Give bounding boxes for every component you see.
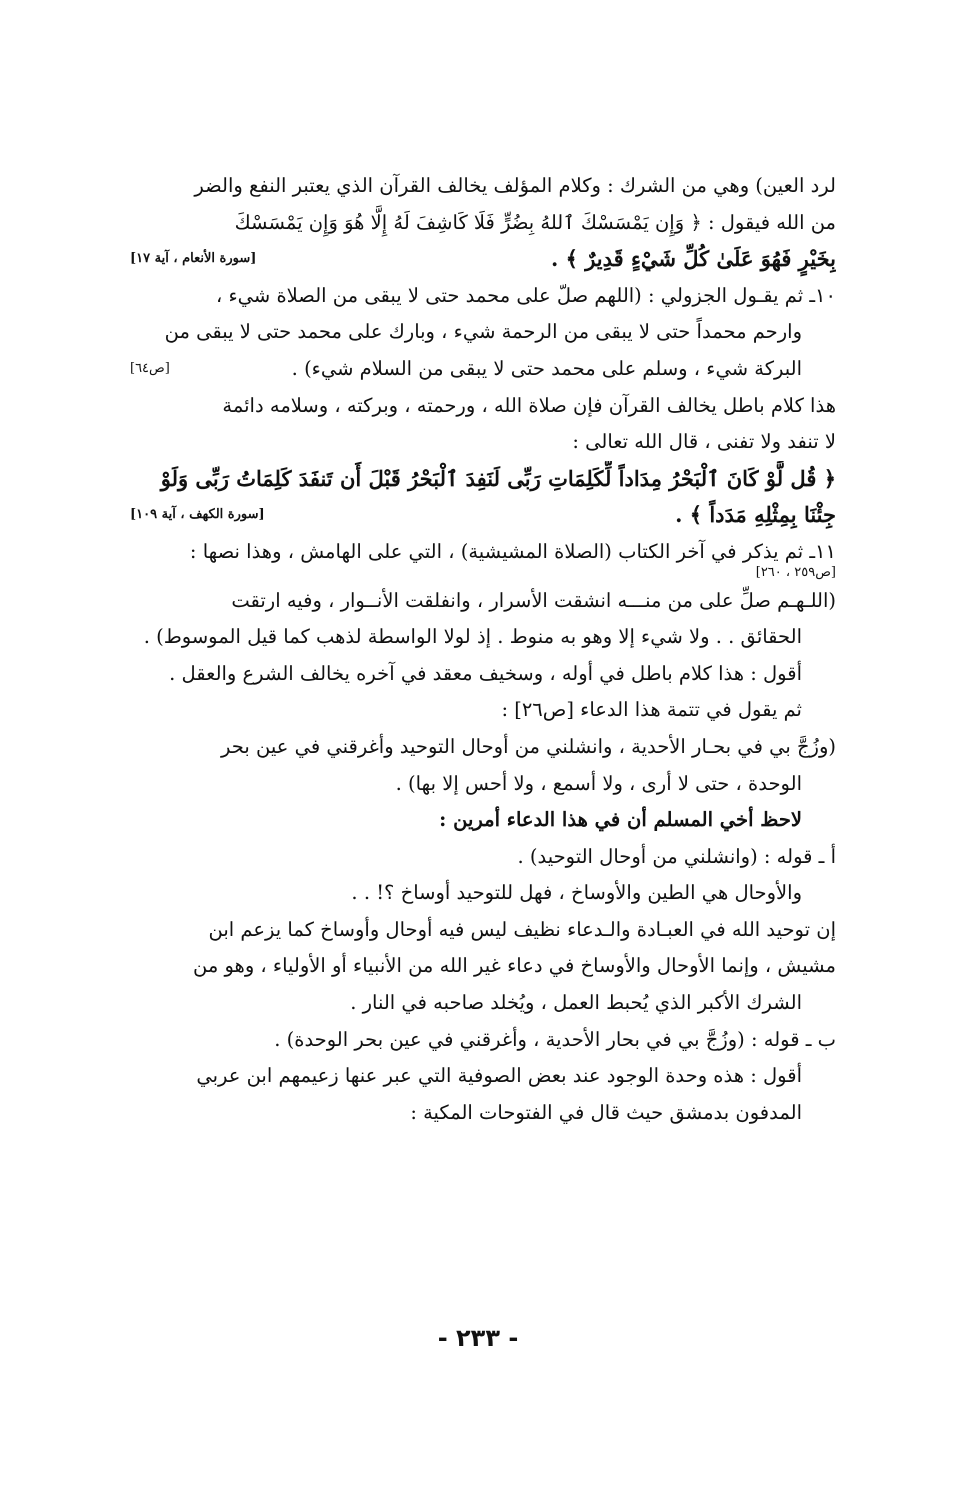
- line-text: ١٠ـ ثم يقـول الجزولي : (اللهم صلّ على محمد حتى لا يبقى من الصلاة شيء ،: [216, 283, 836, 307]
- page-body: [130, 168, 836, 1131]
- line-text: والأوحال هي الطين والأوساخ ، فهل للتوحيد أوساخ ؟! . .: [351, 881, 802, 905]
- text-line: [130, 839, 836, 876]
- text-line: [130, 656, 836, 693]
- line-text: لاحظ أخي المسلم أن في هذا الدعاء أمرين :: [439, 808, 802, 832]
- text-line: [130, 583, 836, 620]
- line-text: الوحدة ، حتى لا أرى ، ولا أسمع ، ولا أحس إلا بها) .: [395, 771, 802, 795]
- text-line: [130, 278, 836, 315]
- text-line: [130, 948, 836, 985]
- line-text: بِخَيْرٍ فَهُوَ عَلَىٰ كُلِّ شَيْءٍ قَدِيرٌ ﴾ .: [550, 246, 836, 272]
- page-number: - ٢٣٣ -: [437, 1324, 519, 1352]
- text-line: [130, 424, 836, 461]
- text-line: [130, 314, 836, 351]
- text-line: [130, 497, 836, 534]
- line-text: ثم يقول في تتمة هذا الدعاء [ص٢٦] :: [501, 698, 802, 722]
- line-text: الشرك الأكبر الذي يُحبط العمل ، ويُخلد صاحبه في النار .: [350, 991, 802, 1015]
- page-reference: [130, 563, 836, 583]
- text-line: [130, 912, 836, 949]
- line-text: (اللـهـم صلِّ على من منـــه انشقت الأسرار ، وانفلقت الأنــوار ، وفيه ارتقت: [231, 588, 836, 612]
- line-text: إن توحيد الله في العبـادة والـدعاء نظيف ليس فيه أوحال وأوساخ كما يزعم ابن: [208, 917, 836, 941]
- line-text: جِئْنَا بِمِثْلِهِ مَدَداً ﴾ .: [675, 502, 836, 528]
- line-text: مشيش ، وإنما الأوحال والأوساخ في دعاء غير الله من الأنبياء أو الأولياء ، وهو من: [192, 954, 836, 978]
- line-text: الحقائق . . ولا شيء إلا وهو به منوط . إذ لولا الواسطة لذهب كما قيل الموسوط) .: [143, 625, 802, 649]
- citation-reference: [سورة الأنعام ، آية ١٧]: [130, 251, 257, 267]
- line-text: هذا كلام باطل يخالف القرآن فإن صلاة الله ، ورحمته ، وبركته ، وسلامه دائمة: [222, 393, 836, 417]
- line-text: [ص٢٥٩ ، ٢٦٠]: [755, 564, 836, 580]
- text-line: [130, 766, 836, 803]
- line-text: أقول : هذا كلام باطل في أوله ، وسخيف معقد في آخره يخالف الشرع والعقل .: [169, 661, 802, 685]
- text-line: [130, 351, 836, 388]
- line-text: من الله فيقول : ﴿ وَإِن يَمْسَسْكَ ٱللهُ بِضُرٍّ فَلَا كَاشِفَ لَهُ إِلَّا هُوَ وَإِن يَمْسَسْكَ: [234, 210, 836, 234]
- line-text: لرد العين) وهي من الشرك : وكلام المؤلف يخالف القرآن الذي يعتبر النفع والضر: [194, 174, 836, 197]
- text-line: [130, 802, 836, 839]
- line-text: المدفون بدمشق حيث قال في الفتوحات المكية :: [410, 1100, 802, 1124]
- line-text: ١١ـ ثم يذكر في آخر الكتاب (الصلاة المشيشية) ، التي على الهامش ، وهذا نصها :: [189, 539, 836, 563]
- citation-reference: [ص٦٤]: [130, 360, 170, 376]
- text-line: [130, 388, 836, 425]
- line-text: أقول : هذه وحدة الوجود عند بعض الصوفية التي عبر عنها زعيمهم ابن عربي: [196, 1064, 802, 1088]
- text-line: [130, 1095, 836, 1132]
- line-text: (وزُجَّ بي في بحـار الأحدية ، وانشلني من أوحال التوحيد وأغرقني في عين بحر: [221, 734, 836, 758]
- text-line: [130, 1058, 836, 1095]
- text-line: [130, 461, 836, 498]
- text-line: [130, 875, 836, 912]
- text-line: [130, 619, 836, 656]
- text-line: [130, 1022, 836, 1059]
- line-text: وارحم محمداً حتى لا يبقى من الرحمة شيء ، وبارك على محمد حتى لا يبقى من: [164, 320, 802, 344]
- text-line: [130, 241, 836, 278]
- text-line: [130, 692, 836, 729]
- line-text: ﴿ قُل لَّوْ كَانَ ٱلْبَحْرُ مِدَاداً لِّكَلِمَاتِ رَبِّى لَنَفِدَ ٱلْبَحْرُ قَبْلَ أَن تَنفَدَ كَلِمَاتُ رَبِّى وَلَوْ: [160, 465, 836, 491]
- text-line: [130, 168, 836, 205]
- line-text: البركة شيء ، وسلم على محمد حتى لا يبقى من السلام شيء) .: [291, 356, 802, 380]
- text-line: [130, 729, 836, 766]
- line-text: لا تنفد ولا تفنى ، قال الله تعالى :: [572, 430, 836, 454]
- citation-reference: [سورة الكهف ، آية ١٠٩]: [130, 507, 265, 523]
- line-text: أ ـ قوله : (وانشلني من أوحال التوحيد) .: [517, 844, 836, 868]
- text-line: [130, 205, 836, 242]
- text-line: [130, 985, 836, 1022]
- line-text: ب ـ قوله : (وزُجَّ بي في بحار الأحدية ، وأغرقني في عين بحر الوحدة) .: [274, 1027, 836, 1051]
